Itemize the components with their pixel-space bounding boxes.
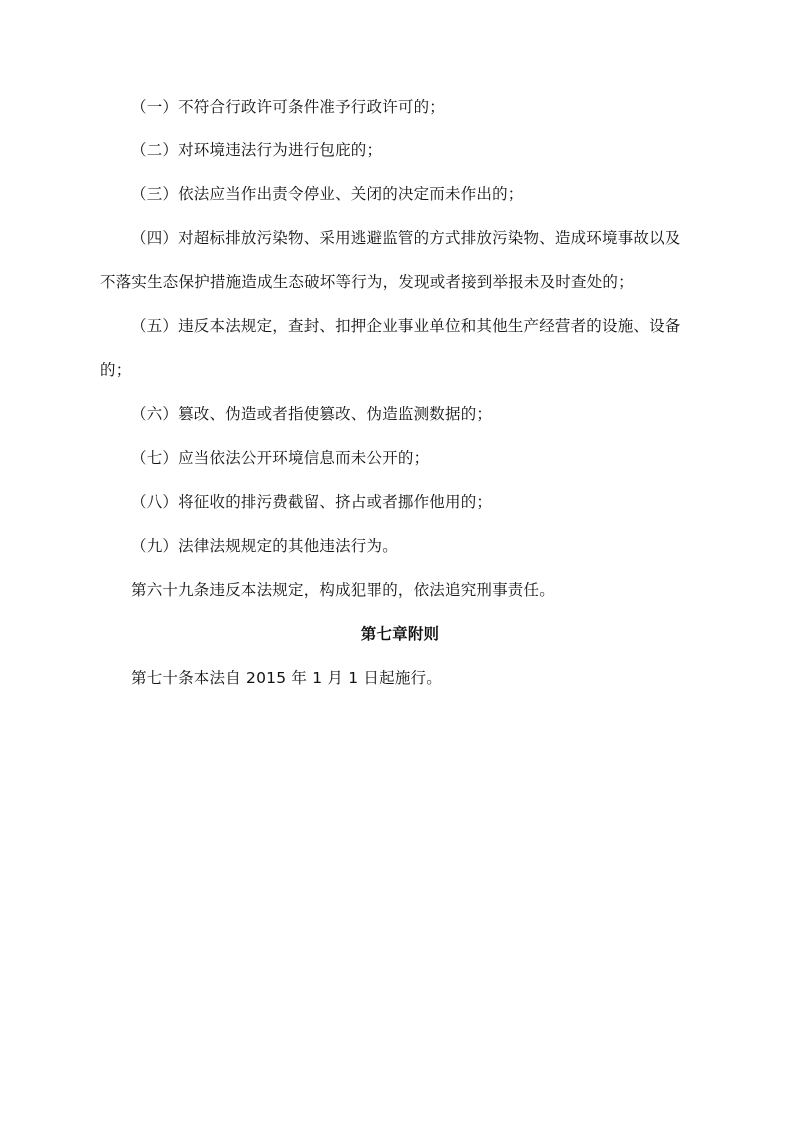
item-6: （六）篡改、伪造或者指使篡改、伪造监测数据的； xyxy=(131,405,493,423)
item-3: （三）依法应当作出责令停业、关闭的决定而未作出的； xyxy=(131,185,524,203)
item-1: （一）不符合行政许可条件准予行政许可的； xyxy=(131,98,446,116)
item-5-line-1: （五）违反本法规定，查封、扣押企业事业单位和其他生产经营者的设施、设备 xyxy=(131,317,681,335)
item-5-line-2: 的； xyxy=(100,361,132,379)
item-8: （八）将征收的排污费截留、挤占或者挪作他用的； xyxy=(131,493,493,511)
item-7: （七）应当依法公开环境信息而未公开的； xyxy=(131,449,430,467)
item-4-line-2: 不落实生态保护措施造成生态破坏等行为，发现或者接到举报未及时查处的； xyxy=(100,273,634,291)
chapter-heading: 第七章附则 xyxy=(360,625,440,643)
item-4-line-1: （四）对超标排放污染物、采用逃避监管的方式排放污染物、造成环境事故以及 xyxy=(131,229,681,247)
article-69: 第六十九条违反本法规定，构成犯罪的，依法追究刑事责任。 xyxy=(131,581,555,599)
item-9: （九）法律法规规定的其他违法行为。 xyxy=(131,537,398,555)
article-70: 第七十条本法自 2015 年 1 月 1 日起施行。 xyxy=(131,669,442,687)
item-2: （二）对环境违法行为进行包庇的； xyxy=(131,141,383,159)
